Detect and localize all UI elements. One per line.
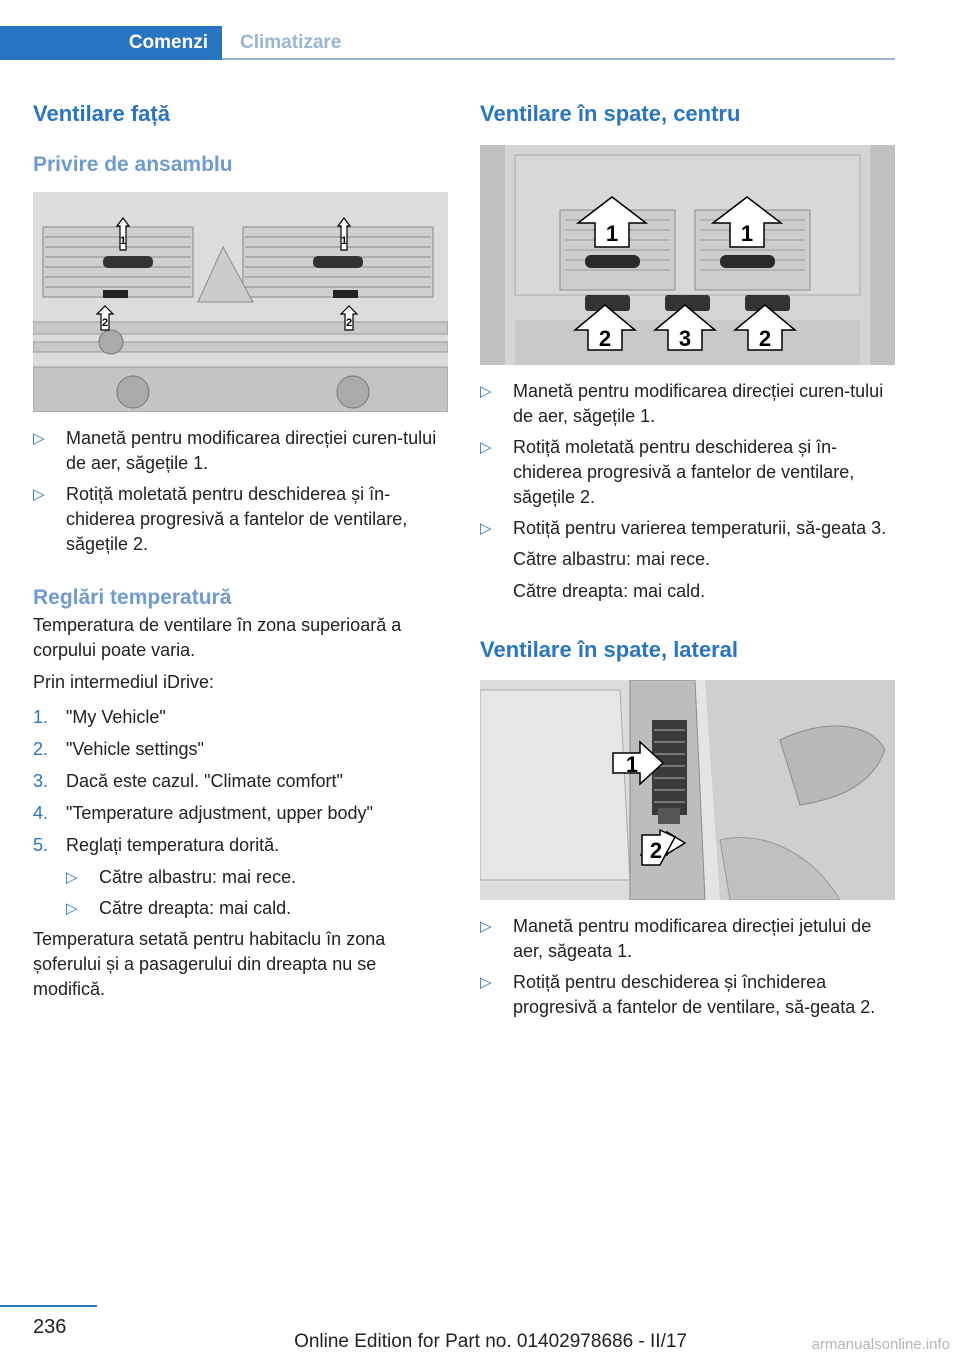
list-item: ▷ Manetă pentru modificarea direcției curen‐tului de aer, săgețile 1. (33, 428, 437, 473)
right-column (480, 98, 895, 1026)
watermark: armanualsonline.info (811, 1336, 950, 1353)
list-item: 3. Dacă este cazul. "Climate comfort" (33, 771, 343, 791)
temp-paragraph-1: Temperatura de ventilare în zona superioară a corpului poate varia. (33, 615, 402, 660)
callout-2-left: 2 (101, 317, 109, 329)
footer-accent-line (0, 1305, 97, 1307)
page-number: 236 (33, 1316, 67, 1338)
list-item: ▷ Manetă pentru modificarea direcției jetului de aer, săgeata 1. (480, 916, 872, 961)
triangle-bullet-icon: ▷ (480, 918, 492, 935)
front-vent-bullets (33, 426, 448, 557)
list-item: ▷ Rotiță pentru deschiderea și închiderea progresivă a fantelor de ventilare, să‐geata 2. (480, 972, 876, 1017)
callout-1-left: 1 (605, 221, 619, 246)
header-tabs (0, 26, 895, 60)
callout-2-right: 2 (345, 317, 353, 329)
rear-center-bullets (480, 379, 895, 541)
header-divider (222, 58, 895, 60)
callout-1-left: 1 (119, 235, 127, 247)
triangle-bullet-icon: ▷ (480, 520, 492, 537)
list-item: ▷ Rotiță pentru varierea temperaturii, să‐geata 3. (480, 516, 895, 541)
callout-1-right: 1 (340, 235, 348, 247)
list-item: ▷ Către albastru: mai rece. (66, 865, 448, 890)
subtitle-overview: Privire de ansamblu (33, 153, 233, 176)
list-item: 2. "Vehicle settings" (33, 739, 204, 759)
temp-paragraph-3: Temperatura setată pentru habitaclu în zona șoferului și a pasagerului din dreapta nu se modifică. (33, 929, 386, 999)
edition-text: Online Edition for Part no. 01402978686 - II/17 (294, 1331, 687, 1352)
triangle-bullet-icon: ▷ (480, 974, 492, 991)
callout-1-right: 1 (740, 221, 754, 246)
list-item: 5. Reglați temperatura dorită. (33, 835, 280, 855)
left-column (33, 98, 448, 1002)
rear-lateral-vent-photo (480, 680, 895, 900)
triangle-bullet-icon: ▷ (33, 486, 45, 503)
triangle-bullet-icon: ▷ (33, 430, 45, 447)
callout-2-right: 2 (758, 326, 772, 351)
list-item: ▷ Către dreapta: mai cald. (66, 896, 448, 921)
section-title-rear-lateral: Ventilare în spate, lateral (480, 637, 739, 662)
list-item: ▷ Manetă pentru modificarea direcției curen‐tului de aer, săgețile 1. (480, 381, 884, 426)
section-title-rear-center: Ventilare în spate, centru (480, 101, 741, 126)
temp-paragraph-2: Prin intermediul iDrive: (33, 672, 215, 692)
list-item: 4. "Temperature adjustment, upper body" (33, 803, 373, 823)
callout-2-left: 2 (598, 326, 612, 351)
triangle-bullet-icon: ▷ (480, 383, 492, 400)
rear-center-vent-photo (480, 145, 895, 365)
list-item: ▷ Rotiță moletată pentru deschiderea și în‐chiderea progresivă a fantelor de ventilare, săgețile 2. (480, 437, 855, 507)
temp-sub-bullets (66, 865, 448, 921)
callout-1: 1 (625, 752, 639, 777)
tab-climatizare[interactable]: Climatizare (240, 32, 342, 53)
rear-note-2: Către dreapta: mai cald. (513, 581, 706, 601)
list-item: 1. "My Vehicle" (33, 707, 166, 727)
front-vent-photo (33, 192, 448, 412)
callout-2: 2 (649, 838, 663, 863)
triangle-bullet-icon: ▷ (66, 869, 78, 886)
list-item: ▷ Rotiță moletată pentru deschiderea și în‐chiderea progresivă a fantelor de ventilare, săgețile 2. (33, 484, 408, 554)
rear-note-1: Către albastru: mai rece. (513, 549, 711, 569)
triangle-bullet-icon: ▷ (66, 900, 78, 917)
section-title-front-vent: Ventilare față (33, 101, 170, 126)
section-title-temp: Reglări temperatură (33, 586, 232, 609)
rear-lateral-bullets (480, 914, 895, 1020)
tab-comenzi[interactable]: Comenzi (0, 26, 222, 60)
idrive-steps (33, 705, 448, 858)
callout-3: 3 (678, 326, 692, 351)
triangle-bullet-icon: ▷ (480, 439, 492, 456)
